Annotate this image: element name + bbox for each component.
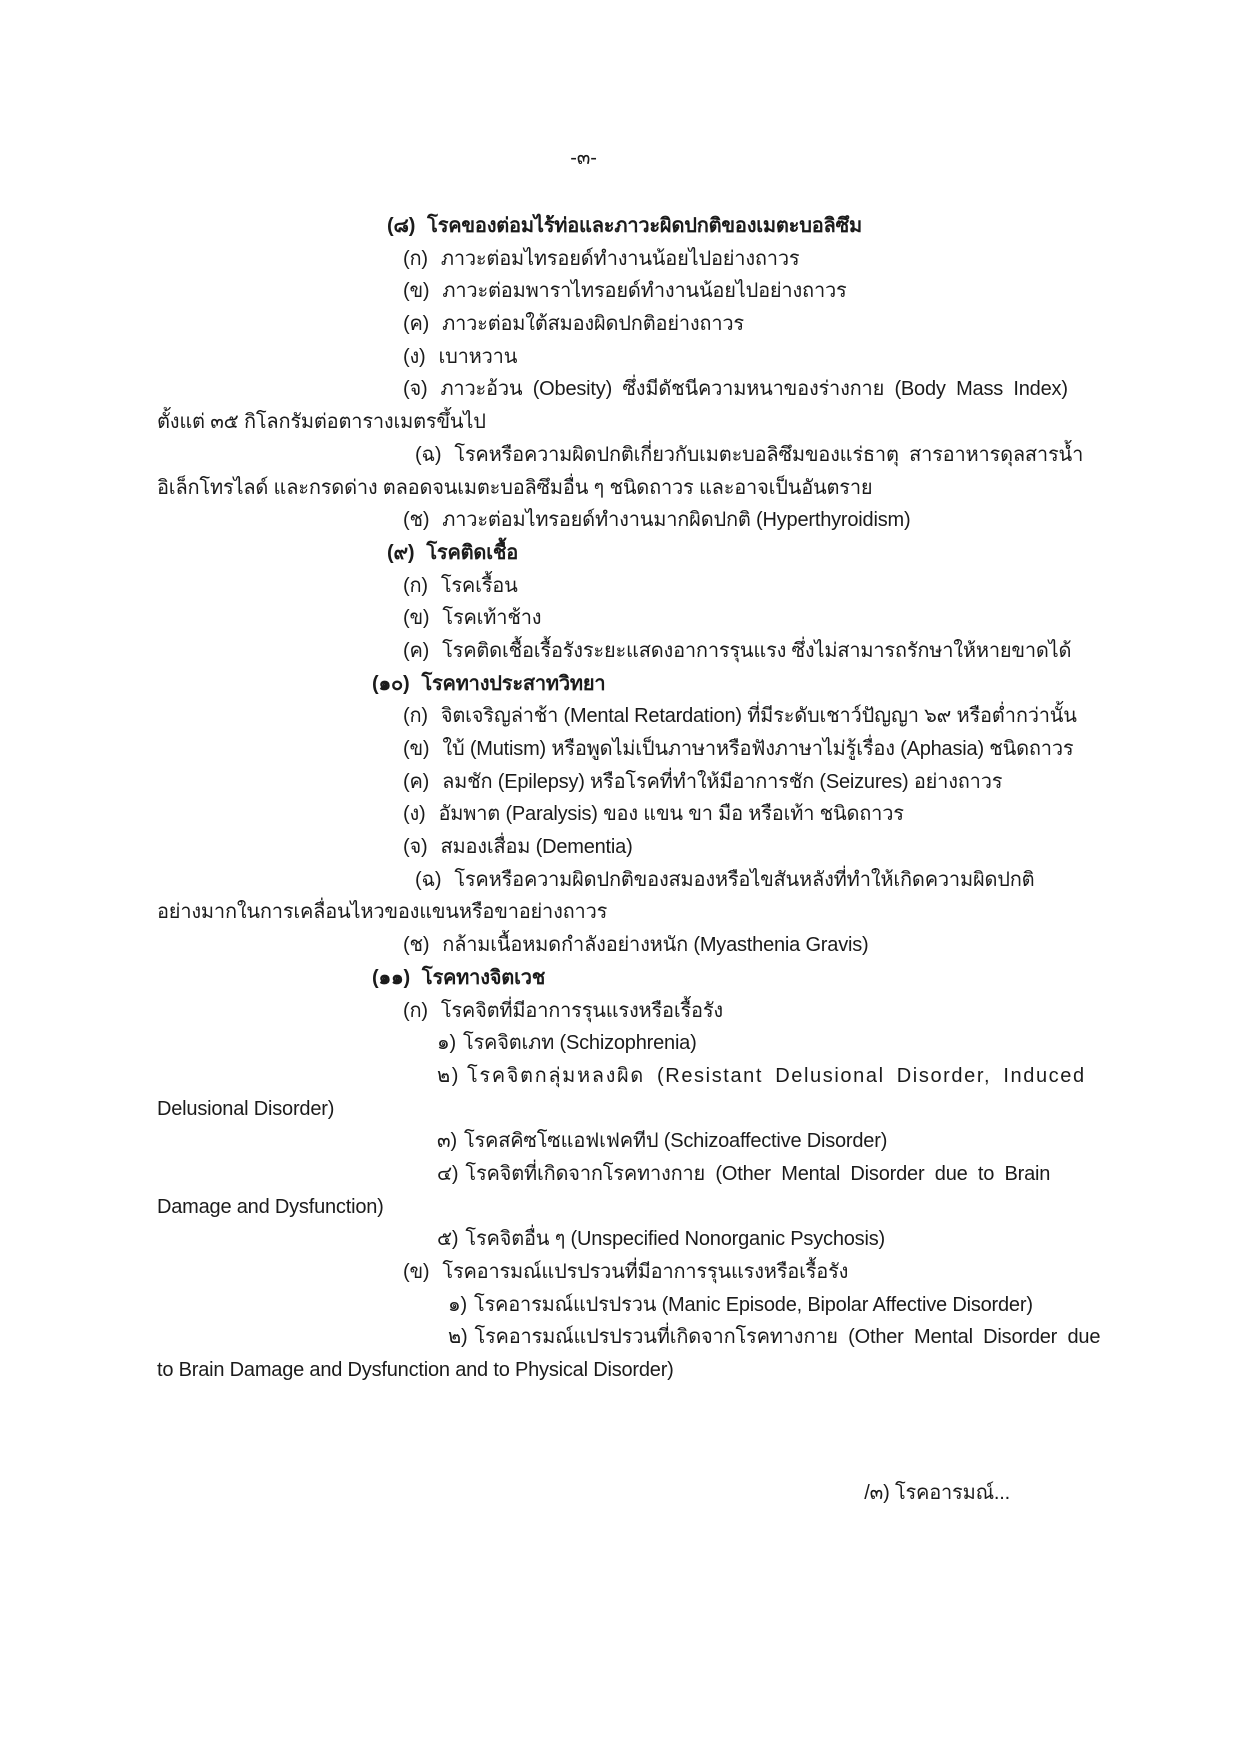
line-text: โรคทางจิตเวช [421,966,546,989]
line-marker: (ข) [403,280,430,303]
line-text: Delusional Disorder) [157,1097,335,1120]
line-text: โรคเรื้อน [440,574,518,597]
document-line [437,1027,1010,1060]
document-line [387,210,1010,243]
line-marker: (ค) [403,313,430,336]
document-line [403,995,1010,1028]
line-marker: (ก) [403,574,428,597]
document-line [403,602,1010,635]
line-text: โรคจิตอื่น ๆ (Unspecified Nonorganic Psychosis) [465,1228,885,1251]
line-marker: (ข) [403,738,430,760]
line-marker: (๘) [387,215,416,237]
line-marker: (ง) [403,803,426,826]
line-text: ภาวะอ้วน (Obesity) ซึ่งมีดัชนีความหนาของร่างกาย (Body Mass Index) [440,378,1068,401]
line-marker: (ช) [403,509,430,532]
line-text: โรคอารมณ์แปรปรวนที่เกิดจากโรคทางกาย (Other Mental Disorder due [474,1326,1101,1349]
document-line [403,798,1010,831]
document-line [403,243,1010,276]
document-line [403,570,1010,603]
line-text: โรคเท้าช้าง [442,607,542,630]
document-line [415,864,1035,897]
document-line [403,929,1010,962]
line-marker: (ก) [403,705,428,728]
document-line [372,668,1010,701]
document-line [157,896,1010,929]
line-text: ลมชัก (Epilepsy) หรือโรคที่ทำให้มีอาการชัก (Seizures) อย่างถาวร [442,770,1003,793]
line-text: ภาวะต่อมใต้สมองผิดปกติอย่างถาวร [442,313,744,336]
document-line [437,1223,1010,1256]
line-marker: (๑๑) [372,966,410,989]
line-text: ตั้งแต่ ๓๕ กิโลกรัมต่อตารางเมตรขึ้นไป [157,411,486,434]
line-marker: (๑๐) [372,672,410,695]
line-marker: (ข) [403,1261,430,1283]
document-line [403,341,1010,374]
line-marker: (ข) [403,607,430,630]
line-marker: (จ) [403,836,428,859]
line-marker: ๒) [437,1064,461,1087]
line-marker: ๑) [448,1293,467,1316]
document-line [403,766,1010,799]
document-line [448,1289,1033,1322]
line-marker: (๙) [387,541,415,564]
document-line [437,1060,1086,1093]
line-marker: (ง) [403,345,426,368]
document-line [372,962,1010,995]
line-text: สมองเสื่อม (Dementia) [440,836,633,859]
document-line [157,1191,1010,1224]
line-marker: (จ) [403,378,428,401]
line-text: จิตเจริญล่าช้า (Mental Retardation) ที่มีระดับเชาว์ปัญญา ๖๙ หรือต่ำกว่านั้น [440,705,1077,728]
document-line [403,1256,1010,1289]
line-text: กล้ามเนื้อหมดกำลังอย่างหนัก (Myasthenia Gravis) [442,934,869,957]
line-text: อิเล็กโทรไลด์ และกรดด่าง ตลอดจนเมตะบอลิซึมอื่น ๆ ชนิดถาวร และอาจเป็นอันตราย [157,476,873,499]
line-text: Damage and Dysfunction) [157,1195,384,1218]
document-line [437,1125,1010,1158]
line-text: ภาวะต่อมไทรอยด์ทำงานน้อยไปอย่างถาวร [440,247,800,270]
line-text: โรคอารมณ์แปรปรวนที่มีอาการรุนแรงหรือเรื้อรัง [442,1261,849,1283]
line-text: โรคหรือความผิดปกติของสมองหรือไขสันหลังที่ทำให้เกิดความผิดปกติ [454,868,1035,891]
line-marker: (ฉ) [415,443,442,466]
line-text: ภาวะต่อมไทรอยด์ทำงานมากผิดปกติ (Hyperthyroidism) [442,509,911,532]
line-marker: (ก) [403,999,428,1022]
line-text: อัมพาต (Paralysis) ของ แขน ขา มือ หรือเท้า ชนิดถาวร [438,803,904,826]
line-text: ใบ้ (Mutism) หรือพูดไม่เป็นภาษาหรือฟังภาษาไม่รู้เรื่อง (Aphasia) ชนิดถาวร [442,738,1074,760]
document-line [403,504,1010,537]
document-line [403,700,1077,733]
line-marker: ๑) [437,1032,456,1055]
document-line [157,1354,1010,1387]
document-line [403,831,1010,864]
line-text: อย่างมากในการเคลื่อนไหวของแขนหรือขาอย่างถาวร [157,901,608,924]
line-text: โรคจิตเภท (Schizophrenia) [462,1032,697,1055]
document-body [157,210,1101,1387]
line-text: โรคสคิซโซแอฟเฟคทีป (Schizoaffective Disorder) [463,1130,888,1153]
line-text: to Brain Damage and Dysfunction and to Physical Disorder) [157,1359,674,1382]
document-line [403,733,1074,766]
line-text: ภาวะต่อมพาราไทรอยด์ทำงานน้อยไปอย่างถาวร [442,280,847,303]
document-line [403,373,1068,406]
line-marker: (ก) [403,247,428,270]
line-text: โรคหรือความผิดปกติเกี่ยวกับเมตะบอลิซึมของแร่ธาตุ สารอาหารดุลสารน้ำ [454,443,1084,466]
document-content [157,142,1101,1510]
line-marker: ๔) [437,1162,459,1185]
line-marker: ๒) [448,1326,468,1349]
line-text: โรคจิตที่เกิดจากโรคทางกาย (Other Mental Disorder due to Brain [465,1162,1051,1185]
line-marker: (ฉ) [415,868,442,891]
line-marker: (ค) [403,639,430,662]
document-line [157,406,1010,439]
line-text: โรคจิตกลุ่มหลงผิด (Resistant Delusional Disorder, Induced [467,1064,1086,1087]
line-text: โรคของต่อมไร้ท่อและภาวะผิดปกติของเมตะบอลิซึม [427,215,862,237]
document-line [448,1321,1101,1354]
document-line [157,472,1010,505]
document-line [415,439,1084,472]
document-line [437,1158,1051,1191]
line-text: โรคติดเชื้อ [426,541,519,564]
page-number: -๓- [570,147,597,169]
document-line [403,275,1010,308]
line-text: โรคจิตที่มีอาการรุนแรงหรือเรื้อรัง [440,999,723,1022]
line-marker: ๓) [437,1130,457,1153]
line-text: โรคทางประสาทวิทยา [421,672,606,695]
line-marker: (ค) [403,770,430,793]
line-marker: (ช) [403,934,430,957]
line-text: เบาหวาน [438,345,518,368]
line-marker: ๕) [437,1228,459,1251]
line-text: โรคติดเชื้อเรื้อรังระยะแสดงอาการรุนแรง ซึ่งไม่สามารถรักษาให้หายขาดได้ [442,639,1072,662]
document-line [387,537,1010,570]
document-line [403,308,1010,341]
continuation-marker: /๓) โรคอารมณ์... [864,1481,1010,1504]
document-line [403,635,1072,668]
line-text: โรคอารมณ์แปรปรวน (Manic Episode, Bipolar Affective Disorder) [473,1293,1033,1316]
document-line [157,1093,1010,1126]
